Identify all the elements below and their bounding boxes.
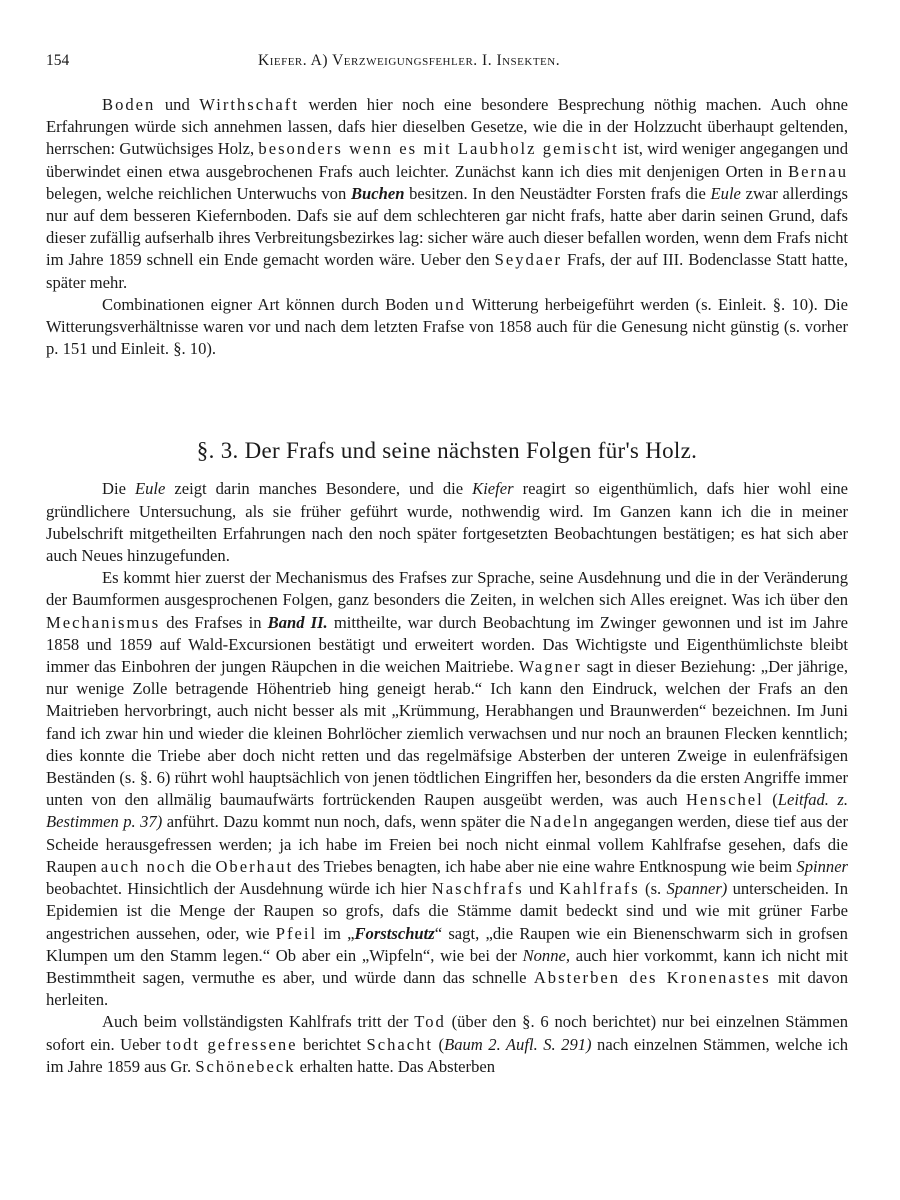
- spaced-term: Pfeil: [275, 923, 318, 943]
- spaced-term: todt gefressene: [166, 1034, 298, 1054]
- spaced-term: Oberhaut: [215, 856, 294, 876]
- spaced-term: Wirthschaft: [199, 95, 299, 114]
- text-run: Frafs, der auf III. Bodenclasse Statt hatte, später mehr.: [46, 250, 848, 292]
- spaced-term: Boden: [102, 95, 156, 114]
- page-header: [46, 52, 848, 82]
- section-1-text: [46, 94, 848, 360]
- italic-term: Spinner: [796, 856, 849, 876]
- text-run: Auch beim vollständigsten Kahlfrafs tritt der: [102, 1012, 415, 1032]
- italic-term: Spanner): [666, 879, 728, 899]
- text-run: (s.: [639, 879, 667, 899]
- italic-term: Leitfad. z. Bestimmen p. 37): [46, 790, 848, 832]
- spaced-term: Naschfrafs: [431, 879, 524, 899]
- text-run: erhalten hatte. Das Absterben: [295, 1056, 496, 1076]
- italic-term: Baum 2. Aufl. S. 291): [444, 1034, 592, 1054]
- text-run: beobachtet. Hinsichtlich der Ausdehnung würde ich hier: [46, 879, 432, 899]
- section-heading: §. 3. Der Frafs und seine nächsten Folgen für's Holz.: [196, 438, 698, 464]
- text-run: Witterung herbeigeführt werden (s. Einleit. §. 10). Die Witterungsverhältnisse waren vor und nach dem letzten Frafse von 1858 auch für die Genesung nicht günstig (s. vorher p. 151 und Einleit. §. 10).: [46, 294, 849, 359]
- spaced-term: besonders wenn es mit Laubholz gemischt: [258, 139, 619, 159]
- text-run: sagt in dieser Beziehung: „Der jährige, nur wenige Zolle betragende Höhentrieb hing geneigt herab.“ Ich kann den Eindruck, welchen der Frafs an den Maitrieben hervorbringt, auch nicht besser als mit „Krümmung, Herabhangen und Braunwerden“ bezeichnen. Im Juni fand ich zwar hin und wieder die kleinen Bohrlöcher ziemlich verwachsen und nur noch an braunen Flecken kenntlich; dies konnte die Triebe aber doch nicht retten und das regelmäfsige Absterben der unteren Zweige in eulenfräfsigen Beständen (s. §. 6) rührt wohl hauptsächlich von jenen tödtlichen Eingriffen her, besonders da die ersten Angriffe immer unten von den allmälig baumaufwärts fortrückenden Raupen ausgeübt werden, was auch: [46, 657, 848, 810]
- spaced-term: Henschel: [686, 790, 764, 810]
- text-run: und: [523, 879, 560, 899]
- section-2-text: [46, 478, 848, 1077]
- italic-term: Buchen: [350, 183, 405, 203]
- paragraph: [46, 294, 848, 361]
- text-run: angegangen werden, diese tief aus der Scheide herausgefressen werden; ja ich habe im Freien bei noch nicht einmal vollem Kahlfrafse gesehen, dafs die Raupen: [46, 812, 848, 876]
- italic-term: Eule: [134, 479, 166, 499]
- text-run: Die: [102, 479, 135, 499]
- text-run: ist, wird weniger angegangen und überwindet einen etwa ausgebrochenen Frafs auch leichter. Zunächst kann ich dies mit denjenigen Orten in: [46, 139, 849, 181]
- text-run: berichtet: [297, 1034, 367, 1054]
- text-run: Combinationen eigner Art können durch Boden: [102, 294, 435, 314]
- text-run: besitzen. In den Neustädter Forsten frafs die: [404, 183, 711, 203]
- text-run: belegen, welche reichlichen Unterwuchs von: [46, 183, 351, 203]
- spaced-term: Seydaer: [494, 250, 563, 270]
- text-run: mittheilte, war durch Beobachtung im Zwinger gewonnen und ist im Jahre 1858 und 1859 auf Wald-Excursionen bestätigt und erweitert worden. Das Wichtigste und Eigenthümlichste bleibt immer das Einbohren der jungen Räupchen in die weichen Maitriebe.: [46, 612, 848, 677]
- spaced-term: Kahlfrafs: [559, 879, 640, 899]
- text-run: (: [763, 790, 778, 810]
- italic-term: Nonne,: [522, 945, 571, 965]
- spaced-term: Nadeln: [529, 812, 590, 832]
- text-run: (über den §. 6 noch berichtet) nur bei einzelnen Stämmen sofort ein. Ueber: [46, 1012, 848, 1054]
- paragraph: [46, 567, 848, 1011]
- text-run: im „: [317, 923, 355, 943]
- text-run: (: [433, 1034, 445, 1054]
- text-run: mit davon herleiten.: [46, 967, 848, 1010]
- text-run: “ sagt, „die Raupen wie ein Bienenschwarm sich in grofsen Klumpen um den Stamm legen.“ Ob aber ein „Wipfeln“, wie bei der: [46, 923, 848, 965]
- italic-term: Band II.: [267, 612, 328, 632]
- text-run: nach einzelnen Stämmen, welche ich im Jahre 1859 aus Gr.: [46, 1034, 848, 1076]
- italic-term: Forstschutz: [354, 923, 435, 943]
- paragraph: [46, 478, 848, 567]
- running-title: Kiefer. A) Verzweigungsfehler. I. Insekten.: [258, 52, 561, 69]
- paragraph: [46, 94, 848, 294]
- text-run: des Triebes benagten, ich habe aber nie eine wahre Entknospung wie beim: [293, 856, 797, 876]
- text-run: Es kommt hier zuerst der Mechanismus des Frafses zur Sprache, seine Ausdehnung und die in der Veränderung der Baumformen ausgesprochenen Folgen, ganz besonders die Zeiten, in welchen sich Alles ereignet. Was ich über den: [46, 568, 848, 610]
- spaced-term: Bernau: [788, 161, 848, 181]
- text-run: unterscheiden. In Epidemien ist die Menge der Raupen so grofs, dafs die Stämme damit bedeckt sind und wie mit grüner Farbe angestrichen aussehen, oder, wie: [46, 879, 848, 943]
- text-run: zwar allerdings nur auf dem besseren Kiefernboden. Dafs sie auf dem schlechteren gar nicht frafs, hatte aber darin seinen Grund, dafs dieser zufällig aufserhalb ihres Verbreitungsbezirkes lag: sicher wäre auch dieser befallen worden, wenn dem Frafs nicht im Jahre 1859 schnell ein Ende gemacht worden wäre. Ueber den: [46, 183, 848, 270]
- text-run: auch hier vorkommt, kann ich nicht mit Bestimmtheit sagen, vermuthe es aber, und würde dann das schnelle: [46, 945, 848, 987]
- text-run: reagirt so eigenthümlich, dafs hier wohl eine gründlichere Untersuchung, als sie früher geführt wurde, nothwendig wird. Im Ganzen kann ich die in meiner Jubelschrift mitgetheilten Erfahrungen nach den noch später fortgesetzten Beobachtungen bestätigen; es hat sich aber auch Neues hinzugefunden.: [46, 479, 848, 566]
- text-run: werden hier noch eine besondere Besprechung nöthig machen. Auch ohne Erfahrungen würde sich annehmen lassen, dafs hier dieselben Gesetze, wie die in der Holzzucht überhaupt geltenden, herrschen: Gutwüchsiges Holz,: [46, 95, 849, 159]
- spaced-term: Schacht: [366, 1034, 434, 1054]
- spaced-term: auch noch: [100, 856, 187, 876]
- text-run: und: [155, 95, 200, 114]
- text-run: die: [186, 856, 216, 876]
- spaced-term: Tod: [414, 1012, 446, 1032]
- spaced-term: Schönebeck: [195, 1056, 296, 1076]
- text-run: zeigt darin manches Besondere, und die: [165, 479, 473, 499]
- spaced-term: Absterben des Kronenastes: [533, 967, 771, 987]
- text-run: des Frafses in: [160, 612, 268, 632]
- spaced-term: und: [434, 294, 466, 314]
- spaced-term: Wagner: [518, 657, 582, 677]
- paragraph: [46, 1011, 848, 1078]
- page-number: 154: [46, 52, 70, 69]
- italic-term: Eule: [710, 183, 741, 203]
- italic-term: Kiefer: [472, 479, 514, 499]
- text-run: anführt. Dazu kommt nun noch, dafs, wenn später die: [162, 812, 530, 832]
- spaced-term: Mechanismus: [46, 612, 161, 632]
